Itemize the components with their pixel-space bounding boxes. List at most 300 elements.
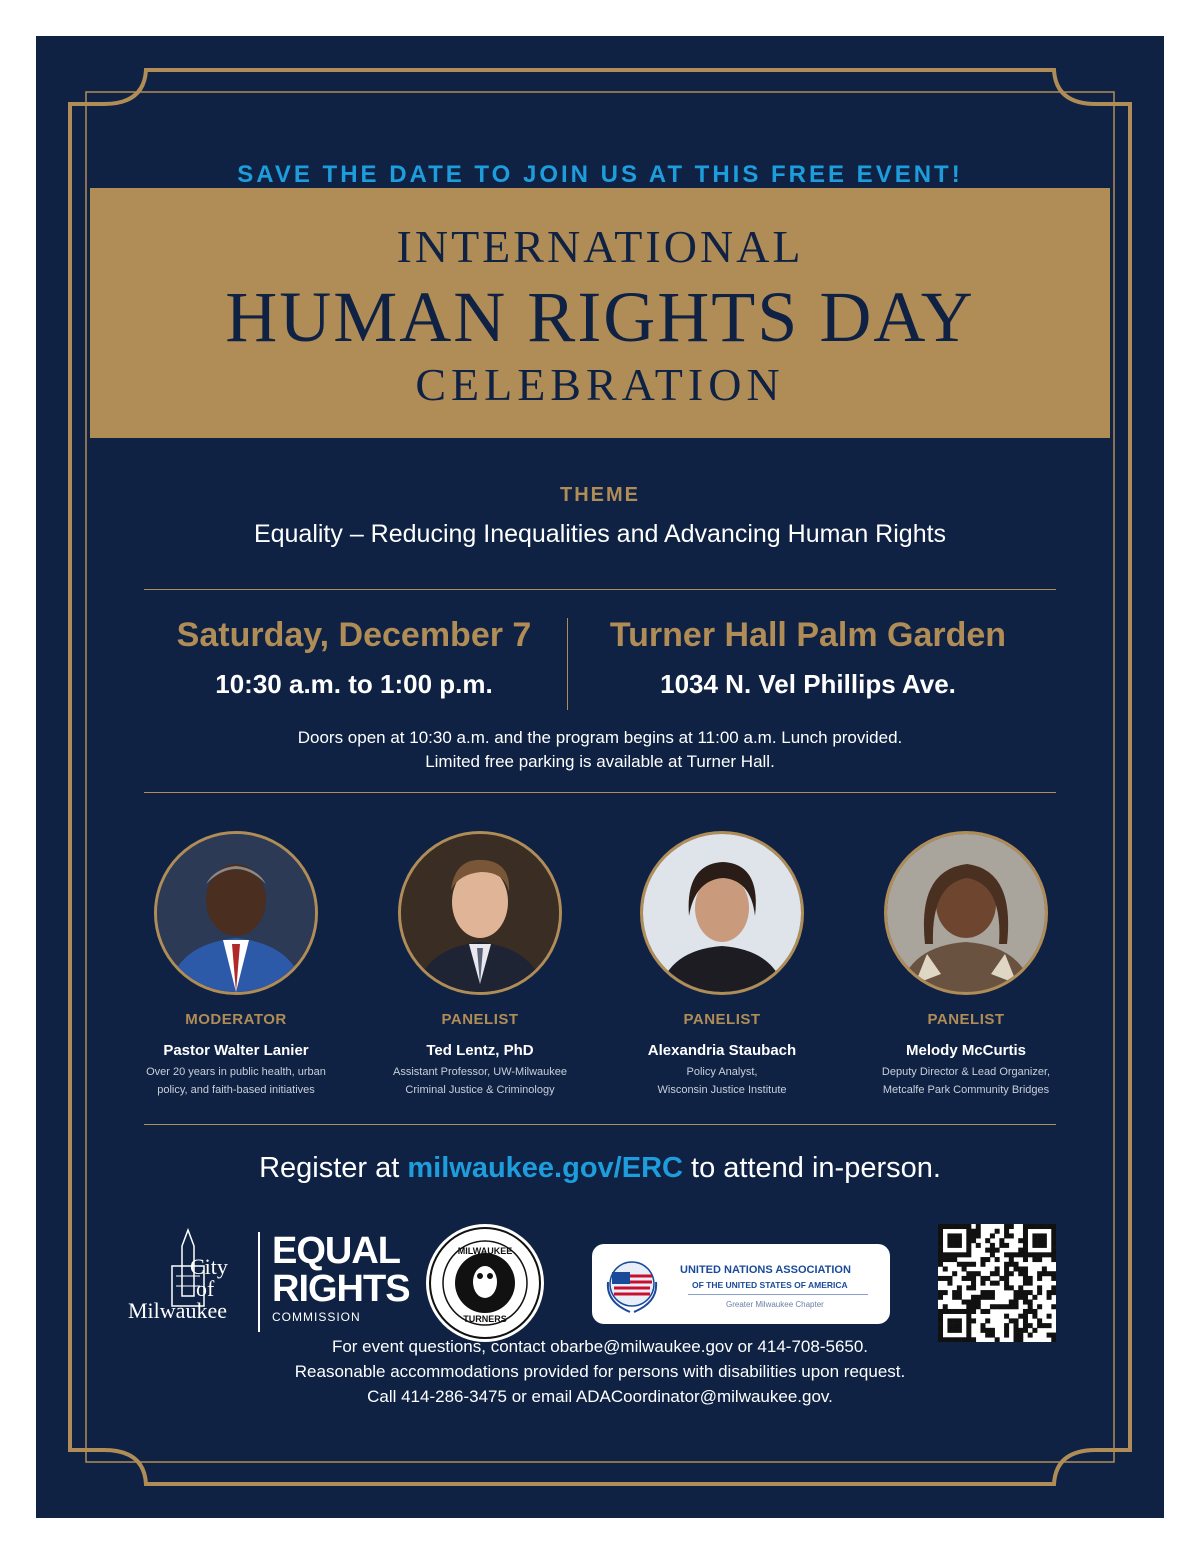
qr-module [952,1224,957,1229]
qr-module [957,1252,962,1257]
qr-module [1004,1285,1009,1290]
event-details [36,726,1164,774]
register-link[interactable]: milwaukee.gov/ERC [407,1152,683,1184]
qr-module [1032,1238,1037,1243]
qr-module [957,1233,962,1238]
qr-module [1023,1233,1028,1238]
qr-module [1032,1309,1037,1314]
qr-module [1014,1328,1019,1333]
qr-module [1004,1304,1009,1309]
qr-module [995,1229,1000,1234]
qr-module [1023,1314,1028,1319]
qr-module [1028,1290,1033,1295]
qr-module [947,1252,952,1257]
qr-module [1042,1243,1047,1248]
qr-module [1037,1224,1042,1229]
qr-module [1014,1262,1019,1267]
qr-module [947,1281,952,1286]
qr-module [952,1328,957,1333]
qr-module [1004,1243,1009,1248]
qr-module [1047,1271,1052,1276]
panelist-name: Pastor Walter Lanier [163,1042,309,1059]
qr-module [990,1304,995,1309]
qr-module [1018,1252,1023,1257]
qr-module [938,1257,943,1262]
qr-module [1014,1300,1019,1305]
vertical-divider [567,618,568,710]
panelist-role: PANELIST [927,1011,1005,1028]
qr-module [1047,1323,1052,1328]
qr-module [966,1323,971,1328]
qr-module [1047,1295,1052,1300]
qr-module [976,1295,981,1300]
qr-module [971,1238,976,1243]
qr-module [938,1323,943,1328]
qr-module [1037,1304,1042,1309]
qr-module [1037,1285,1042,1290]
qr-module [1018,1266,1023,1271]
qr-module [943,1252,948,1257]
qr-module [1028,1304,1033,1309]
qr-module [980,1257,985,1262]
qr-module [976,1233,981,1238]
qr-module [1004,1229,1009,1234]
avatar [154,831,318,995]
una-chapter: Greater Milwaukee Chapter [726,1300,824,1309]
qr-module [1032,1252,1037,1257]
qr-module [1032,1257,1037,1262]
panelist-card [114,831,358,1099]
avatar [640,831,804,995]
panelist-card [600,831,844,1099]
qr-module [1047,1224,1052,1229]
qr-module [1037,1318,1042,1323]
qr-module [957,1309,962,1314]
qr-module [971,1229,976,1234]
qr-module [943,1276,948,1281]
contact-line: Call 414-286-3475 or email ADACoordinator@milwaukee.gov. [367,1387,833,1406]
qr-module [966,1248,971,1253]
qr-module [966,1238,971,1243]
qr-module [957,1318,962,1323]
milwaukee-word: Milwaukee [128,1298,227,1323]
of-word: of [196,1276,215,1301]
qr-module [1023,1276,1028,1281]
qr-module [966,1318,971,1323]
qr-module [1004,1271,1009,1276]
qr-module [971,1285,976,1290]
qr-module [1051,1238,1056,1243]
qr-module [1004,1224,1009,1229]
panelist-description [844,1063,1088,1099]
qr-module [947,1257,952,1262]
qr-module [952,1323,957,1328]
qr-module [1051,1271,1056,1276]
divider [144,1124,1056,1125]
erc-word-rights: RIGHTS [272,1268,410,1310]
qr-module [966,1285,971,1290]
qr-module [995,1266,1000,1271]
description-line: policy, and faith-based initiatives [157,1084,315,1096]
qr-module [938,1229,943,1234]
qr-module [1023,1295,1028,1300]
qr-module [1009,1285,1014,1290]
event-date: Saturday, December 7 [176,616,532,654]
panelist-card [844,831,1088,1099]
qr-code-icon [938,1224,1056,1342]
qr-module [1051,1285,1056,1290]
person-portrait-icon [643,834,801,992]
erc-word-equal: EQUAL [272,1230,400,1272]
qr-module [1023,1318,1028,1323]
qr-module [966,1252,971,1257]
qr-module [1023,1229,1028,1234]
qr-module [971,1281,976,1286]
title-line-human-rights-day: HUMAN RIGHTS DAY [225,277,975,357]
qr-module [1009,1318,1014,1323]
description-line: Policy Analyst, [686,1066,758,1078]
qr-module [966,1314,971,1319]
qr-module [1014,1304,1019,1309]
qr-module [966,1262,971,1267]
qr-module [1042,1238,1047,1243]
qr-module [1042,1323,1047,1328]
qr-module [995,1281,1000,1286]
qr-module [938,1243,943,1248]
qr-module [1032,1295,1037,1300]
qr-module [1051,1304,1056,1309]
qr-module [957,1238,962,1243]
theme-text: Equality – Reducing Inequalities and Advancing Human Rights [253,520,947,548]
event-flyer [36,36,1164,1532]
qr-code[interactable] [938,1224,1056,1342]
qr-module [971,1271,976,1276]
event-venue: Turner Hall Palm Garden [609,616,1007,654]
una-usa-logo [592,1244,890,1324]
qr-module [985,1328,990,1333]
qr-module [1023,1248,1028,1253]
qr-module [1028,1224,1033,1229]
qr-module [1009,1304,1014,1309]
avatar [398,831,562,995]
qr-module [1037,1271,1042,1276]
event-date-block [134,616,574,700]
qr-module [1004,1281,1009,1286]
qr-module [1023,1266,1028,1271]
qr-module [957,1290,962,1295]
qr-module [1009,1257,1014,1262]
qr-module [938,1309,943,1314]
qr-module [966,1304,971,1309]
panelist-name: Ted Lentz, PhD [426,1042,534,1059]
qr-module [947,1323,952,1328]
una-title: UNITED NATIONS ASSOCIATION [680,1264,851,1276]
qr-module [1023,1243,1028,1248]
qr-module [1018,1271,1023,1276]
qr-module [1051,1229,1056,1234]
qr-module [938,1276,943,1281]
una-rule [688,1294,868,1295]
qr-module [1014,1266,1019,1271]
qr-module [1051,1243,1056,1248]
qr-module [990,1233,995,1238]
qr-module [1037,1257,1042,1262]
qr-module [957,1243,962,1248]
qr-module [976,1271,981,1276]
qr-module [962,1224,967,1229]
qr-module [1051,1248,1056,1253]
qr-module [943,1304,948,1309]
qr-module [995,1271,1000,1276]
registration-line [36,1152,1164,1185]
qr-module [952,1233,957,1238]
person-portrait-icon [157,834,315,992]
qr-module [980,1323,985,1328]
qr-module [1042,1271,1047,1276]
qr-module [1018,1295,1023,1300]
qr-module [999,1304,1004,1309]
equal-rights-commission-logo [258,1230,410,1332]
panelist-description [600,1063,844,1099]
details-line: Limited free parking is available at Turner Hall. [425,752,775,771]
qr-module [938,1290,943,1295]
event-address: 1034 N. Vel Phillips Ave. [660,669,956,699]
qr-module [1009,1224,1014,1229]
qr-module [952,1271,957,1276]
city-word: City [190,1254,228,1279]
qr-module [976,1224,981,1229]
qr-module [971,1318,976,1323]
description-line: Assistant Professor, UW-Milwaukee [392,1066,568,1078]
qr-module [1018,1238,1023,1243]
qr-module [952,1290,957,1295]
qr-module [938,1295,943,1300]
qr-module [1023,1290,1028,1295]
qr-module [976,1304,981,1309]
qr-module [957,1328,962,1333]
panelist-role: PANELIST [683,1011,761,1028]
qr-module [943,1224,948,1229]
qr-module [990,1252,995,1257]
qr-module [1023,1238,1028,1243]
qr-module [980,1328,985,1333]
qr-module [1051,1276,1056,1281]
turners-bottom-text: TURNERS [463,1314,507,1324]
qr-module [971,1276,976,1281]
qr-module [985,1295,990,1300]
qr-module [1004,1276,1009,1281]
qr-module [971,1304,976,1309]
qr-module [1037,1252,1042,1257]
qr-module [1032,1314,1037,1319]
qr-module [966,1276,971,1281]
qr-module [962,1309,967,1314]
panelist-role: MODERATOR [185,1011,287,1028]
qr-module [966,1243,971,1248]
qr-module [962,1276,967,1281]
details-line: Doors open at 10:30 a.m. and the program begins at 11:00 a.m. Lunch provided. [297,728,903,747]
avatar [884,831,1048,995]
qr-module [966,1229,971,1234]
qr-module [952,1309,957,1314]
qr-module [980,1309,985,1314]
qr-module [1023,1257,1028,1262]
qr-module [976,1243,981,1248]
qr-module [947,1328,952,1333]
qr-module [938,1248,943,1253]
title-line-celebration: CELEBRATION [415,359,785,410]
qr-module [1014,1290,1019,1295]
qr-module [1004,1233,1009,1238]
qr-module [971,1233,976,1238]
erc-word-commission: COMMISSION [272,1310,361,1324]
theme-label: THEME [560,484,640,506]
divider [144,792,1056,793]
turners-seal-icon [426,1224,544,1342]
qr-module [938,1314,943,1319]
qr-module [971,1309,976,1314]
qr-module [957,1295,962,1300]
qr-module [990,1271,995,1276]
panelist-description [114,1063,358,1099]
qr-module [1014,1252,1019,1257]
qr-module [947,1233,952,1238]
qr-module [947,1276,952,1281]
qr-module [1004,1262,1009,1267]
qr-module [1037,1276,1042,1281]
qr-module [1004,1252,1009,1257]
qr-module [962,1262,967,1267]
panelist-name: Alexandria Staubach [647,1042,797,1059]
title-line-international: INTERNATIONAL [396,221,804,272]
qr-module [1042,1233,1047,1238]
qr-module [952,1257,957,1262]
document-code: DOA 11/21/24 [572,1522,628,1532]
qr-module [962,1252,967,1257]
qr-module [938,1262,943,1267]
qr-module [990,1281,995,1286]
qr-module [1028,1281,1033,1286]
qr-module [957,1224,962,1229]
qr-module [995,1257,1000,1262]
qr-module [1023,1252,1028,1257]
qr-module [1037,1323,1042,1328]
qr-module [1051,1252,1056,1257]
qr-module [985,1238,990,1243]
qr-module [1037,1233,1042,1238]
panelist-name: Melody McCurtis [905,1042,1026,1059]
una-subtitle: OF THE UNITED STATES OF AMERICA [692,1280,848,1290]
un-flag-emblem-icon [600,1252,664,1316]
qr-module [1018,1328,1023,1333]
qr-module [947,1243,952,1248]
qr-module [952,1238,957,1243]
qr-module [980,1281,985,1286]
qr-module [985,1290,990,1295]
qr-module [1009,1300,1014,1305]
description-line: Deputy Director & Lead Organizer, [881,1066,1051,1078]
qr-module [1009,1262,1014,1267]
qr-module [966,1328,971,1333]
qr-module [1032,1233,1037,1238]
qr-module [985,1257,990,1262]
qr-module [943,1257,948,1262]
panelist-role: PANELIST [441,1011,519,1028]
panelist-card [358,831,602,1099]
qr-module [1023,1281,1028,1286]
divider [144,589,1056,590]
qr-module [980,1295,985,1300]
qr-module [1037,1243,1042,1248]
qr-module [957,1323,962,1328]
qr-module [966,1300,971,1305]
qr-module [1042,1252,1047,1257]
qr-module [999,1243,1004,1248]
qr-module [1028,1309,1033,1314]
person-portrait-icon [401,834,559,992]
qr-module [1032,1243,1037,1248]
qr-module [952,1295,957,1300]
qr-module [1037,1238,1042,1243]
qr-module [1014,1323,1019,1328]
qr-module [1047,1314,1052,1319]
qr-module [980,1276,985,1281]
qr-module [1032,1328,1037,1333]
panelist-description [358,1063,602,1099]
qr-module [990,1295,995,1300]
qr-module [943,1309,948,1314]
qr-module [971,1262,976,1267]
qr-module [990,1248,995,1253]
qr-module [1023,1224,1028,1229]
title-banner [90,188,1110,438]
qr-module [938,1252,943,1257]
qr-module [1028,1252,1033,1257]
qr-module [999,1238,1004,1243]
qr-module [943,1290,948,1295]
qr-module [1004,1323,1009,1328]
qr-module [980,1290,985,1295]
qr-module [995,1304,1000,1309]
qr-module [1047,1290,1052,1295]
qr-module [1051,1224,1056,1229]
qr-module [1023,1309,1028,1314]
qr-module [966,1271,971,1276]
qr-module [985,1309,990,1314]
event-time: 10:30 a.m. to 1:00 p.m. [215,669,493,699]
person-portrait-icon [887,834,1045,992]
turners-top-text: MILWAUKEE [457,1246,513,1256]
description-line: Wisconsin Justice Institute [657,1084,787,1096]
description-line: Metcalfe Park Community Bridges [882,1084,1050,1096]
description-line: Criminal Justice & Criminology [405,1084,555,1096]
qr-module [985,1248,990,1253]
qr-module [938,1318,943,1323]
qr-module [985,1318,990,1323]
qr-module [962,1266,967,1271]
qr-module [938,1328,943,1333]
qr-module [971,1300,976,1305]
qr-module [1028,1300,1033,1305]
qr-module [938,1233,943,1238]
qr-module [1014,1295,1019,1300]
qr-module [952,1243,957,1248]
qr-module [1023,1323,1028,1328]
qr-module [962,1300,967,1305]
qr-module [952,1318,957,1323]
qr-module [1004,1328,1009,1333]
qr-module [985,1276,990,1281]
